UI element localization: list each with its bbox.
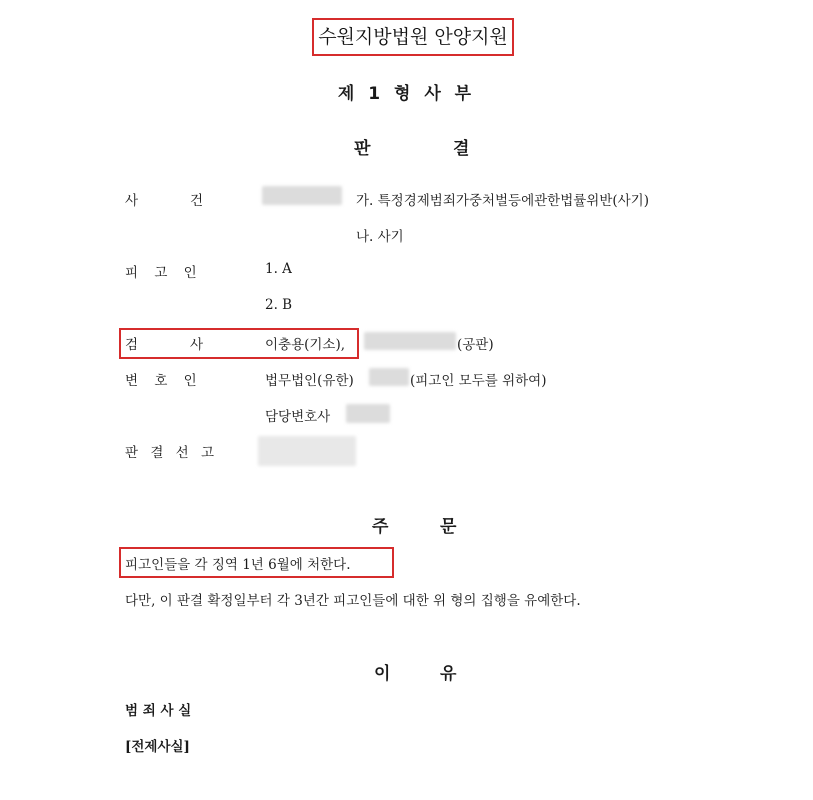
redacted-case-number <box>262 186 342 205</box>
case-label-a: 사 <box>125 193 139 209</box>
defendant-1: 1. A <box>265 261 292 277</box>
counsel-label: 변 호 인 <box>125 373 203 389</box>
verdict-date-label: 판 결 선 고 <box>125 445 219 461</box>
case-item-1: 가. 특정경제범죄가중처벌등에관한법률위반(사기) <box>356 193 649 209</box>
section-crime-facts: 범 죄 사 실 <box>125 703 192 719</box>
defendant-2: 2. B <box>265 297 293 313</box>
attorney-label: 담당변호사 <box>265 409 331 425</box>
reason-heading-left: 이 <box>374 664 391 684</box>
order-line-1: 피고인들을 각 징역 1년 6월에 처한다. <box>125 557 351 573</box>
section-premise-facts: [전제사실] <box>125 739 190 755</box>
case-label-b: 건 <box>190 193 204 209</box>
judgment-title-right: 결 <box>453 139 470 159</box>
prosecutor-label-a: 검 <box>125 337 139 353</box>
reason-heading-right: 유 <box>440 664 457 684</box>
redacted-verdict-date <box>258 436 356 466</box>
judgment-title-left: 판 <box>354 139 371 159</box>
redacted-attorney-name <box>346 404 390 423</box>
counsel-firm-prefix: 법무법인(유한) <box>265 373 354 389</box>
redacted-firm-name <box>369 368 409 386</box>
order-heading-left: 주 <box>372 517 389 537</box>
prosecutor-label-b: 사 <box>190 337 204 353</box>
counsel-firm-suffix: (피고인 모두를 위하여) <box>410 373 547 389</box>
case-item-2: 나. 사기 <box>356 229 404 245</box>
order-heading-right: 문 <box>440 517 457 537</box>
defendants-label: 피 고 인 <box>125 265 203 281</box>
division-title: 제 1 형 사 부 <box>337 84 476 104</box>
court-name: 수원지방법원 안양지원 <box>312 18 514 56</box>
prosecutor-name: 이충용(기소), <box>265 337 346 353</box>
order-line-2: 다만, 이 판결 확정일부터 각 3년간 피고인들에 대한 위 형의 집행을 유예한다. <box>125 593 581 609</box>
prosecutor-suffix: (공판) <box>457 337 494 353</box>
redacted-trial-prosecutor <box>364 332 456 350</box>
